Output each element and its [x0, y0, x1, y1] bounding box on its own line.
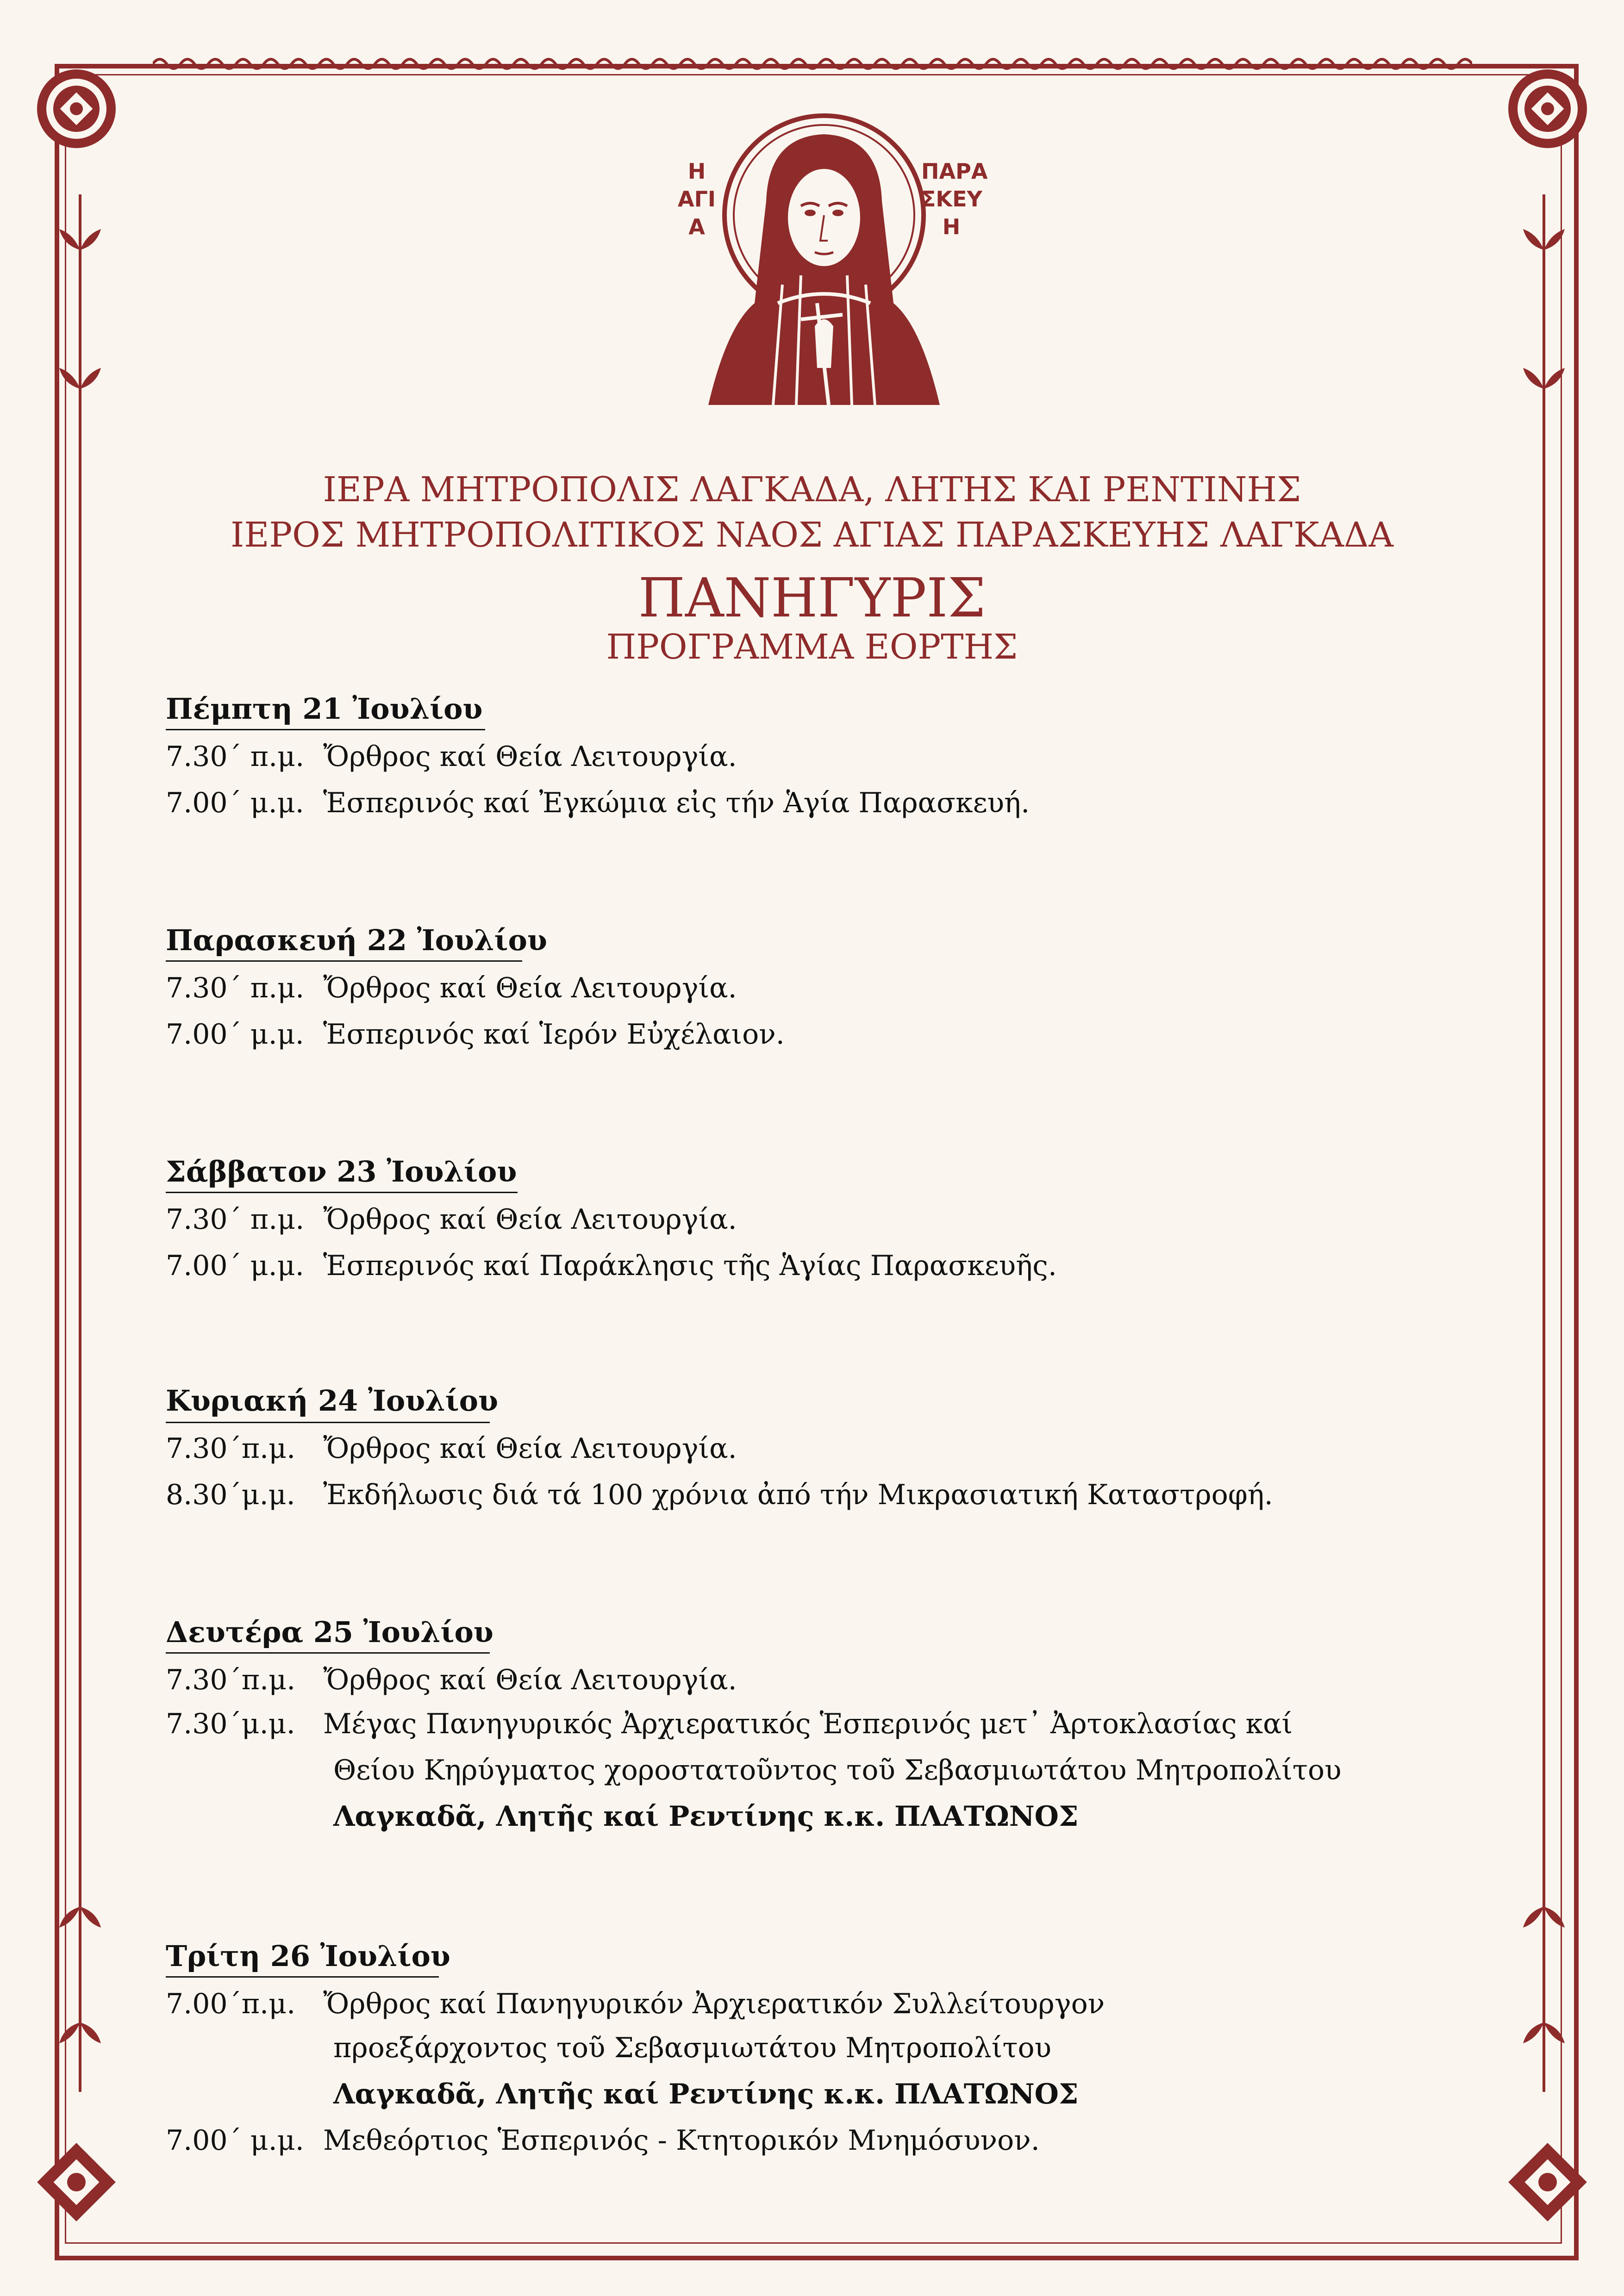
- day-title-underline: [166, 1652, 490, 1654]
- schedule-line: [166, 1203, 737, 1236]
- church-heading: ΙΕΡΟΣ ΜΗΤΡΟΠΟΛΙΤΙΚΟΣ ΝΑΟΣ ΑΓΙΑΣ ΠΑΡΑΣΚΕΥΗΣ ΛΑΓΚΑΔΑ: [231, 515, 1393, 555]
- icon-left-label-1: Η: [687, 159, 706, 184]
- schedule-time: 8.30΄μ.μ.: [166, 1479, 295, 1511]
- top-wave-border: [153, 55, 1472, 73]
- day-title: Κυριακή 24 Ἰουλίου: [166, 1384, 499, 1418]
- schedule-time: 7.00΄π.μ.: [166, 1988, 296, 2020]
- schedule-line: [166, 1479, 1273, 1511]
- schedule-line: [166, 1250, 1057, 1282]
- page-subtitle: ΠΡΟΓΡΑΜΜΑ ΕΟΡΤΗΣ: [606, 627, 1018, 667]
- schedule-line: [166, 1708, 1293, 1740]
- icon-right-label-3: Η: [942, 214, 961, 239]
- schedule-time: 7.00΄ μ.μ.: [166, 1018, 304, 1051]
- schedule-text: Ὄρθρος καί Θεία Λειτουργία.: [323, 1664, 737, 1696]
- icon-right-label-2: ΣΚΕΥ: [921, 187, 982, 212]
- metropolis-heading: ΙΕΡΑ ΜΗΤΡΟΠΟΛΙΣ ΛΑΓΚΑΔΑ, ΛΗΤΗΣ ΚΑΙ ΡΕΝΤΙΝΗΣ: [323, 470, 1301, 510]
- saint-icon-image: [662, 109, 986, 447]
- schedule-time: 7.00΄ μ.μ.: [166, 2124, 304, 2157]
- schedule-line: [166, 787, 1030, 819]
- icon-right-inscription: [921, 157, 988, 241]
- schedule-continuation-bold: Λαγκαδᾶ, Λητῆς καί Ρεντίνης κ.κ. ΠΛΑΤΩΝΟΣ: [333, 2078, 1079, 2110]
- schedule-text: Ἐκδήλωσις διά τά 100 χρόνια ἀπό τήν Μικρασιατική Καταστροφή.: [323, 1479, 1273, 1511]
- day-title-underline: [166, 1192, 518, 1193]
- top-left-rosette-ornament: [32, 65, 120, 153]
- schedule-text: Μεθεόρτιος Ἑσπερινός - Κτητορικόν Μνημόσυνον.: [323, 2124, 1040, 2157]
- page-title: ΠΑΝΗΓΥΡΙΣ: [638, 567, 986, 629]
- day-title: Τρίτη 26 Ἰουλίου: [166, 1939, 450, 1973]
- day-title-underline: [166, 1976, 439, 1978]
- schedule-line: [166, 972, 737, 1004]
- schedule-line: [166, 1432, 737, 1465]
- schedule-line: [166, 2124, 1040, 2157]
- schedule-time: 7.00΄ μ.μ.: [166, 1250, 304, 1282]
- icon-right-label-1: ΠΑΡΑ: [921, 159, 988, 184]
- day-title: Πέμπτη 21 Ἰουλίου: [166, 692, 483, 726]
- schedule-line: [166, 740, 737, 773]
- schedule-continuation: προεξάρχοντος τοῦ Σεβασμιωτάτου Μητροπολίτου: [333, 2032, 1052, 2064]
- schedule-time: 7.30΄ π.μ.: [166, 1203, 305, 1236]
- day-title-underline: [166, 960, 522, 962]
- icon-left-label-2: ΑΓΙ: [677, 187, 716, 212]
- bottom-right-diamond-ornament: [1504, 2138, 1592, 2226]
- schedule-line: [166, 1018, 785, 1051]
- icon-left-label-3: Α: [688, 214, 705, 239]
- schedule-text: Μέγας Πανηγυρικός Ἀρχιερατικός Ἑσπερινός μετ᾽ Ἀρτοκλασίας καί: [323, 1708, 1293, 1740]
- schedule-time: 7.30΄μ.μ.: [166, 1708, 295, 1740]
- day-title-underline: [166, 1422, 490, 1423]
- day-title: Παρασκευή 22 Ἰουλίου: [166, 923, 547, 957]
- schedule-text: Ὄρθρος καί Θεία Λειτουργία.: [323, 972, 737, 1004]
- top-right-rosette-ornament: [1504, 65, 1592, 153]
- day-title-underline: [166, 729, 485, 730]
- schedule-text: Ὄρθρος καί Θεία Λειτουργία.: [323, 740, 737, 773]
- schedule-time: 7.30΄ π.μ.: [166, 972, 305, 1004]
- schedule-continuation-bold: Λαγκαδᾶ, Λητῆς καί Ρεντίνης κ.κ. ΠΛΑΤΩΝΟΣ: [333, 1800, 1079, 1833]
- schedule-text: Ἑσπερινός καί Ἐγκώμια εἰς τήν Ἁγία Παρασκευή.: [323, 787, 1030, 819]
- day-title: Σάββατον 23 Ἰουλίου: [166, 1155, 517, 1188]
- schedule-continuation: Θείου Κηρύγματος χοροστατοῦντος τοῦ Σεβασμιωτάτου Μητροπολίτου: [333, 1754, 1342, 1786]
- schedule-line: [166, 1988, 1105, 2020]
- schedule-text: Ὄρθρος καί Θεία Λειτουργία.: [323, 1203, 737, 1236]
- bottom-left-diamond-ornament: [32, 2138, 120, 2226]
- schedule-time: 7.30΄ π.μ.: [166, 740, 305, 773]
- schedule-time: 7.00΄ μ.μ.: [166, 787, 304, 819]
- schedule-time: 7.30΄π.μ.: [166, 1432, 296, 1465]
- day-title: Δευτέρα 25 Ἰουλίου: [166, 1615, 493, 1649]
- schedule-text: Ἑσπερινός καί Ἱερόν Εὐχέλαιον.: [323, 1018, 785, 1051]
- schedule-line: [166, 1664, 737, 1696]
- schedule-text: Ὄρθρος καί Πανηγυρικόν Ἀρχιερατικόν Συλλείτουργον: [323, 1988, 1105, 2020]
- schedule-text: Ὄρθρος καί Θεία Λειτουργία.: [323, 1432, 737, 1465]
- icon-left-inscription: [671, 157, 722, 241]
- schedule-text: Ἑσπερινός καί Παράκλησις τῆς Ἁγίας Παρασκευῆς.: [323, 1250, 1057, 1282]
- schedule-time: 7.30΄π.μ.: [166, 1664, 296, 1696]
